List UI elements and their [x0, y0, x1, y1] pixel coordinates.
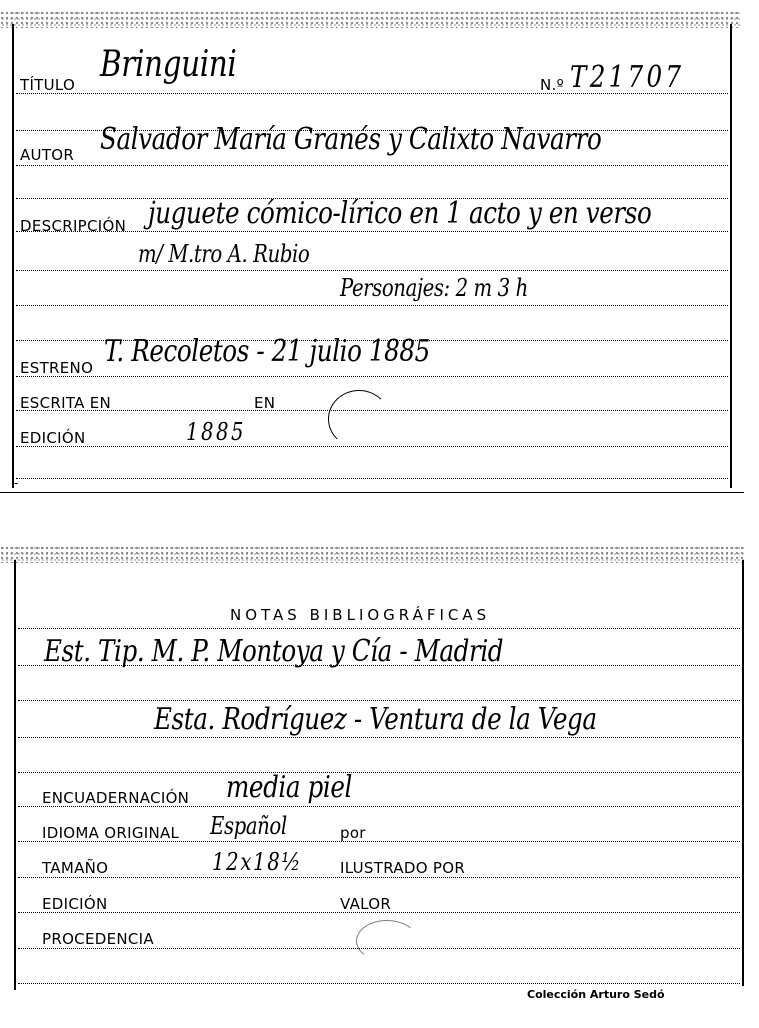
rule [16, 478, 728, 479]
rule [16, 165, 728, 166]
en-label: EN [254, 394, 276, 412]
titulo-label: TÍTULO [20, 76, 76, 94]
numero-label: N.º [540, 76, 564, 94]
card-top-left-border [12, 24, 14, 488]
nota-line-2: Esta. Rodríguez - Ventura de la Vega [154, 702, 597, 737]
card-bottom-edge [0, 545, 744, 563]
edicion-bottom-label: EDICIÓN [42, 895, 108, 913]
rule [16, 305, 728, 306]
tamano-value: 12x18½ [212, 848, 303, 876]
rule [18, 700, 740, 701]
descripcion-value-2: m/ M.tro A. Rubio [138, 240, 310, 268]
idioma-label: IDIOMA ORIGINAL [42, 824, 180, 842]
estreno-label: ESTRENO [20, 359, 94, 377]
idioma-value: Español [210, 812, 287, 840]
card-bottom-left-border [14, 560, 16, 990]
descripcion-value-3: Personajes: 2 m 3 h [340, 274, 528, 302]
estreno-value: T. Recoletos - 21 julio 1885 [104, 334, 430, 369]
card-bottom-right-border [742, 560, 744, 986]
rule [18, 877, 740, 878]
notas-heading: NOTAS BIBLIOGRÁFICAS [230, 606, 491, 624]
ilustrado-label: ILUSTRADO POR [340, 859, 466, 877]
margin-dash: - [14, 476, 19, 490]
valor-label: VALOR [340, 895, 392, 913]
collection-footer: Colección Arturo Sedó [527, 988, 665, 1001]
rule [18, 983, 740, 984]
rule [18, 737, 740, 738]
titulo-value: Bringuini [100, 44, 237, 85]
tamano-label: TAMAÑO [42, 859, 109, 877]
rule [16, 270, 728, 271]
procedencia-label: PROCEDENCIA [42, 930, 154, 948]
edicion-value: 1885 [186, 418, 246, 446]
rule [16, 446, 728, 447]
nota-line-1: Est. Tip. M. P. Montoya y Cía - Madrid [44, 634, 504, 669]
escrita-en-label: ESCRITA EN [20, 394, 112, 412]
encuadernacion-value: media piel [226, 770, 352, 805]
card-separator [0, 492, 744, 493]
stamp-mark [328, 390, 390, 448]
descripcion-value-1: juguete cómico-lírico en 1 acto y en verso [148, 196, 652, 231]
rule [18, 628, 740, 629]
descripcion-label: DESCRIPCIÓN [20, 217, 127, 235]
edicion-label: EDICIÓN [20, 429, 86, 447]
por-label: por [340, 824, 366, 842]
autor-label: AUTOR [20, 146, 75, 164]
card-top-right-border [730, 24, 732, 488]
autor-value: Salvador María Granés y Calixto Navarro [100, 122, 602, 157]
rule [16, 376, 728, 377]
card-top-edge [0, 10, 740, 28]
stamp-mark-bottom [356, 920, 418, 962]
numero-value: T21707 [570, 60, 685, 95]
encuadernacion-label: ENCUADERNACIÓN [42, 789, 190, 807]
rule [18, 772, 740, 773]
